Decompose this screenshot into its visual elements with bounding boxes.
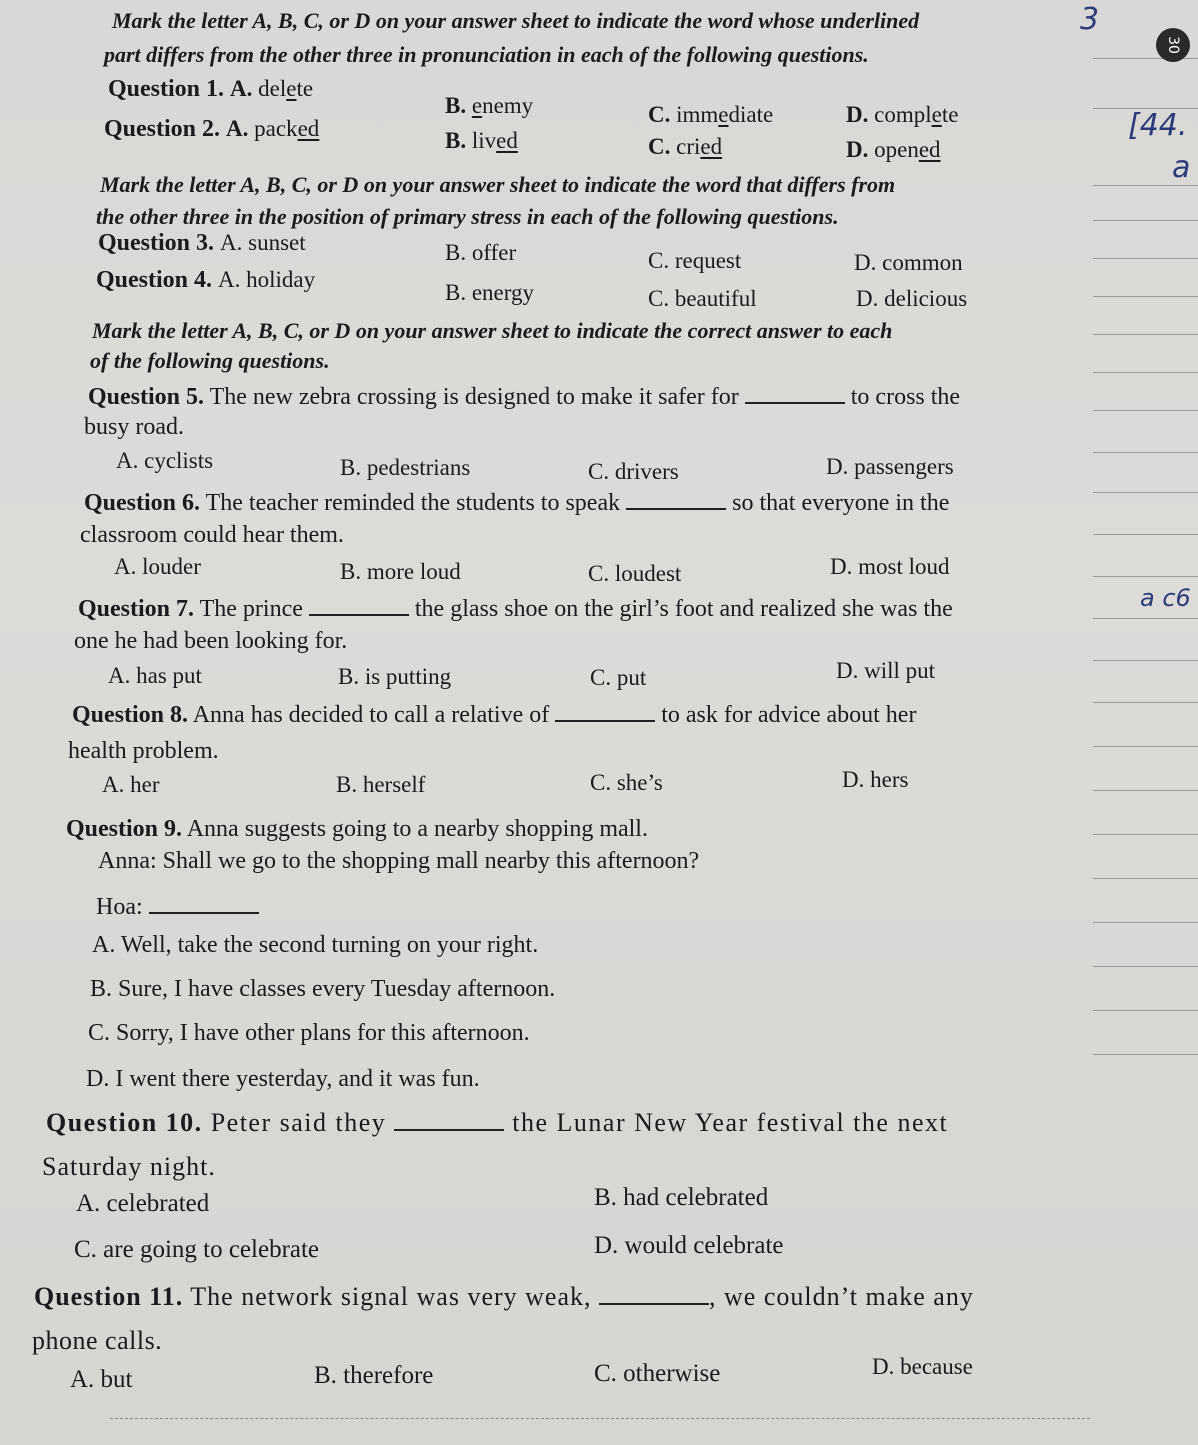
q9-option-a[interactable]: A. Well, take the second turning on your right.	[92, 932, 539, 958]
margin-line	[1093, 966, 1198, 967]
q1-option-d[interactable]: D. complete	[846, 102, 959, 127]
instruction-pronunciation: Mark the letter A, B, C, or D on your answer sheet to indicate the word whose underlined	[112, 8, 920, 33]
question-text: to cross the	[850, 384, 961, 410]
option-a[interactable]: A. sunset	[220, 230, 306, 255]
margin-line	[1093, 452, 1198, 453]
question-text: busy road.	[84, 414, 184, 440]
q8-option-d[interactable]: D. hers	[842, 767, 909, 792]
answer-blank	[555, 719, 655, 722]
question-6	[84, 490, 949, 517]
margin-line	[1093, 534, 1198, 535]
question-3	[98, 230, 306, 257]
question-label: Question 10.	[46, 1108, 203, 1137]
answer-blank	[149, 911, 259, 914]
q6-option-c[interactable]: C. loudest	[588, 561, 682, 586]
margin-line	[1093, 878, 1198, 879]
margin-line	[1093, 618, 1198, 619]
question-9	[66, 816, 648, 843]
margin-note: 3	[1080, 2, 1100, 37]
instruction-stress: the other three in the position of primary stress in each of the following questions.	[96, 204, 839, 229]
margin-line	[1093, 576, 1198, 577]
q11-option-a[interactable]: A. but	[70, 1366, 133, 1393]
page-divider	[110, 1418, 1090, 1419]
q3-option-d[interactable]: D. common	[854, 250, 963, 275]
q4-option-c[interactable]: C. beautiful	[648, 286, 757, 311]
question-label: Question 1.	[108, 76, 225, 102]
question-label: Question 5.	[88, 384, 205, 410]
instruction-pronunciation: part differs from the other three in pronunciation in each of the following questions.	[104, 42, 869, 67]
q6-option-b[interactable]: B. more loud	[340, 559, 461, 584]
question-label: Question 6.	[84, 490, 201, 516]
question-text: Anna suggests going to a nearby shopping mall.	[186, 816, 648, 842]
q7-option-a[interactable]: A. has put	[108, 663, 202, 688]
answer-blank	[745, 401, 845, 404]
q5-option-b[interactable]: B. pedestrians	[340, 455, 471, 480]
question-7	[78, 596, 953, 623]
dialogue-line: Hoa:	[96, 894, 259, 921]
question-4	[96, 267, 315, 294]
margin-line	[1093, 834, 1198, 835]
q9-option-d[interactable]: D. I went there yesterday, and it was fun.	[86, 1066, 480, 1092]
q8-option-a[interactable]: A. her	[102, 772, 160, 797]
margin-line	[1093, 746, 1198, 747]
margin-line	[1093, 258, 1198, 259]
q1-option-b[interactable]: B. enemy	[445, 93, 534, 118]
question-10	[46, 1108, 948, 1138]
instruction-correct-answer: Mark the letter A, B, C, or D on your answer sheet to indicate the correct answer to each	[92, 318, 893, 343]
q5-option-a[interactable]: A. cyclists	[116, 448, 214, 473]
question-text: , we couldn’t make any	[709, 1282, 974, 1311]
margin-line	[1093, 220, 1198, 221]
answer-blank	[626, 507, 726, 510]
question-8	[72, 702, 916, 729]
option-a[interactable]: A. holiday	[218, 267, 316, 292]
question-label: Question 3.	[98, 230, 215, 256]
q9-option-b[interactable]: B. Sure, I have classes every Tuesday afternoon.	[90, 976, 556, 1002]
q10-option-b[interactable]: B. had celebrated	[594, 1184, 769, 1211]
margin-line	[1093, 492, 1198, 493]
q4-option-d[interactable]: D. delicious	[856, 286, 968, 311]
question-text: one he had been looking for.	[74, 628, 348, 654]
margin-line	[1093, 410, 1198, 411]
option-a[interactable]: A. packed	[226, 116, 320, 141]
answer-blank	[599, 1302, 709, 1305]
q7-option-c[interactable]: C. put	[590, 665, 647, 690]
q6-option-a[interactable]: A. louder	[114, 554, 201, 579]
q8-option-c[interactable]: C. she’s	[590, 770, 663, 795]
q11-option-b[interactable]: B. therefore	[314, 1362, 434, 1389]
margin-line	[1093, 922, 1198, 923]
question-text: to ask for advice about her	[661, 702, 917, 728]
q3-option-c[interactable]: C. request	[648, 248, 742, 273]
dialogue-line: Anna: Shall we go to the shopping mall nearby this afternoon?	[98, 848, 700, 874]
question-1	[108, 76, 313, 103]
question-11	[34, 1282, 974, 1312]
question-label: Question 11.	[34, 1282, 184, 1311]
margin-line	[1093, 702, 1198, 703]
q10-option-a[interactable]: A. celebrated	[76, 1190, 210, 1217]
question-text: the Lunar New Year festival the next	[512, 1108, 949, 1137]
option-a[interactable]: A. delete	[230, 76, 314, 101]
margin-note: a c6	[1140, 584, 1191, 612]
question-text: phone calls.	[32, 1326, 163, 1355]
page-number-badge: 30	[1156, 28, 1190, 62]
margin-line	[1093, 372, 1198, 373]
margin-line	[1093, 660, 1198, 661]
question-text: health problem.	[68, 738, 219, 764]
question-text: Peter said they	[210, 1108, 387, 1137]
question-text: the glass shoe on the girl’s foot and realized she was the	[414, 596, 953, 622]
answer-blank	[394, 1128, 504, 1131]
margin-line	[1093, 296, 1198, 297]
instruction-correct-answer: of the following questions.	[90, 348, 330, 373]
instruction-stress: Mark the letter A, B, C, or D on your answer sheet to indicate the word that differs from	[100, 172, 896, 197]
margin-line	[1093, 1010, 1198, 1011]
question-label: Question 9.	[66, 816, 183, 842]
margin-note: [44.	[1128, 108, 1188, 143]
q5-option-d[interactable]: D. passengers	[826, 454, 954, 479]
question-5	[88, 384, 960, 411]
question-label: Question 8.	[72, 702, 189, 728]
q6-option-d[interactable]: D. most loud	[830, 554, 950, 579]
q3-option-b[interactable]: B. offer	[445, 240, 517, 265]
q1-option-c[interactable]: C. immediate	[648, 102, 774, 127]
question-text: classroom could hear them.	[80, 522, 344, 548]
question-text: so that everyone in the	[732, 490, 950, 516]
answer-blank	[309, 613, 409, 616]
margin-line	[1093, 334, 1198, 335]
q2-option-b[interactable]: B. lived	[445, 128, 518, 153]
margin-line	[1093, 185, 1198, 186]
q10-option-d[interactable]: D. would celebrate	[594, 1232, 784, 1259]
question-2	[104, 116, 319, 143]
question-text: The teacher reminded the students to speak	[205, 490, 621, 516]
q11-option-d[interactable]: D. because	[872, 1354, 973, 1379]
question-label: Question 4.	[96, 267, 213, 293]
question-text: The network signal was very weak,	[190, 1282, 592, 1311]
question-label: Question 2.	[104, 116, 221, 142]
q7-option-d[interactable]: D. will put	[836, 658, 936, 683]
margin-note: a	[1172, 150, 1191, 185]
q11-option-c[interactable]: C. otherwise	[594, 1360, 721, 1387]
q4-option-b[interactable]: B. energy	[445, 280, 535, 305]
q5-option-c[interactable]: C. drivers	[588, 459, 679, 484]
question-text: The new zebra crossing is designed to make it safer for	[209, 384, 739, 410]
q9-option-c[interactable]: C. Sorry, I have other plans for this afternoon.	[88, 1020, 530, 1046]
q8-option-b[interactable]: B. herself	[336, 772, 426, 797]
q7-option-b[interactable]: B. is putting	[338, 664, 452, 689]
q2-option-d[interactable]: D. opened	[846, 137, 941, 162]
question-label: Question 7.	[78, 596, 195, 622]
question-text: Anna has decided to call a relative of	[192, 702, 550, 728]
question-text: Saturday night.	[42, 1152, 216, 1181]
q2-option-c[interactable]: C. cried	[648, 134, 723, 159]
margin-line	[1093, 1054, 1198, 1055]
question-text: The prince	[199, 596, 303, 622]
margin-line	[1093, 790, 1198, 791]
q10-option-c[interactable]: C. are going to celebrate	[74, 1236, 320, 1263]
